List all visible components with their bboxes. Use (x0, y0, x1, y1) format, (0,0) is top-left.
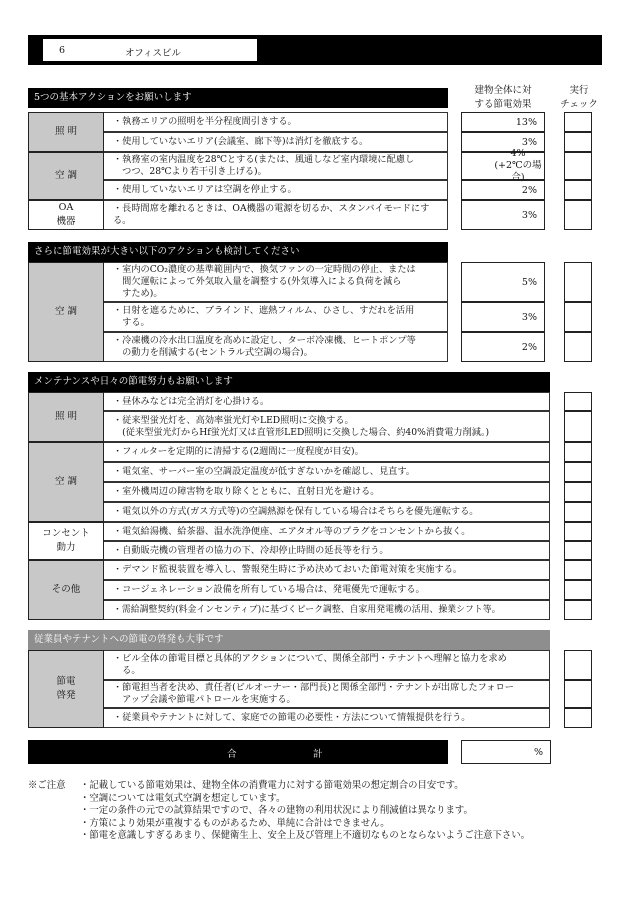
check-box[interactable] (564, 482, 592, 502)
building-type: オフィスビル (125, 48, 181, 59)
section-1-title: 5つの基本アクションをお願いします (28, 88, 448, 108)
check-box[interactable] (564, 332, 592, 362)
s1-row-1: ・執務エリアの照明を半分程度間引きする。 (104, 112, 448, 132)
check-box[interactable] (564, 462, 592, 482)
s3-row-11: ・需給調整契約(料金インセンティブ)に基づくピーク調整、自家用発電機の活用、操業シフト等。 (104, 600, 550, 620)
total-bar (28, 740, 448, 764)
s3-row-10: ・コージェネレーション設備を所有している場合は、発電優先で運転する。 (104, 580, 550, 600)
effect-value: 5% (461, 262, 545, 302)
effect-value: 4% (+2℃の場合) (461, 152, 545, 180)
effect-value: 2% (461, 332, 545, 362)
category-outlet: コンセント 動力 (28, 522, 104, 560)
s3-row-6: ・電気以外の方式(ガス方式等)の空調熱源を保有している場合はそちらを優先運転する。 (104, 502, 550, 522)
total-unit: % (533, 746, 543, 758)
note-item: ・方策により効果が重複するものがあるため、単純に合計はできません。 (80, 817, 390, 829)
total-label-right: 計 (313, 749, 323, 760)
s1-row-5: ・長時間席を離れるときは、OA機器の電源を切るか、スタンバイモードにする。 (104, 200, 448, 230)
total-value-box[interactable] (461, 740, 551, 764)
section-4-title: 従業員やテナントへの節電の啓発も大事です (28, 630, 550, 650)
check-box[interactable] (564, 262, 592, 302)
check-box[interactable] (564, 112, 592, 132)
check-box[interactable] (564, 132, 592, 152)
check-box[interactable] (564, 411, 592, 442)
effect-value: 2% (461, 180, 545, 200)
section-3-title: メンテナンスや日々の節電努力もお願いします (28, 372, 550, 392)
s4-row-2: ・節電担当者を決め、責任者(ビルオーナー・部門長)と関係全部門・テナントが出席したフォロー アップ会議や節電パトロールを実施する。 (104, 680, 550, 708)
category-ac: 空 調 (28, 442, 104, 522)
s2-row-2: ・日射を遮るために、ブラインド、遮熱フィルム、ひさし、すだれを活用 する。 (104, 302, 448, 332)
category-other: その他 (28, 560, 104, 620)
s3-row-9: ・デマンド監視装置を導入し、警報発生時に予め決めておいた節電対策を実施する。 (104, 560, 550, 580)
check-box[interactable] (564, 502, 592, 522)
note-item: ・空調については電気式空調を想定しています。 (80, 792, 286, 804)
category-oa: OA 機器 (28, 200, 104, 230)
s1-row-4: ・使用していないエリアは空調を停止する。 (104, 180, 448, 200)
category-ac: 空 調 (28, 152, 104, 200)
s2-row-3: ・冷凍機の冷水出口温度を高めに設定し、ターボ冷凍機、ヒートポンプ等 の動力を削減する(セントラル式空調の場合)。 (104, 332, 448, 362)
check-box[interactable] (564, 522, 592, 541)
s3-row-4: ・電気室、サーバー室の空調設定温度が低すぎないかを確認し、見直す。 (104, 462, 550, 482)
s3-row-7: ・電気給湯機、給茶器、温水洗浄便座、エアタオル等のプラグをコンセントから抜く。 (104, 522, 550, 541)
s3-row-1: ・昼休みなどは完全消灯を心掛ける。 (104, 392, 550, 411)
building-number: 6 (59, 45, 66, 56)
effect-value: 3% (461, 132, 545, 152)
total-label-left: 合 (227, 749, 237, 760)
category-lighting: 照 明 (28, 392, 104, 442)
s1-row-2: ・使用していないエリア(会議室、廊下等)は消灯を徹底する。 (104, 132, 448, 152)
category-lighting: 照 明 (28, 112, 104, 152)
effect-value: 13% (461, 112, 545, 132)
check-box[interactable] (564, 680, 592, 708)
header-title-box (42, 38, 258, 62)
s3-row-2: ・従来型蛍光灯を、高効率蛍光灯やLED照明に交換する。 (従来型蛍光灯からHf蛍光灯又は直管形LED照明に交換した場合、約40%消費電力削減。) (104, 411, 550, 442)
check-box[interactable] (564, 600, 592, 620)
effect-value: 3% (461, 200, 545, 230)
s4-row-1: ・ビル全体の節電目標と具体的アクションについて、関係全部門・テナントへ理解と協力を求め る。 (104, 650, 550, 680)
check-box[interactable] (564, 708, 592, 728)
s3-row-8: ・自動販売機の管理者の協力の下、冷却停止時間の延長等を行う。 (104, 541, 550, 560)
category-awareness: 節電 啓発 (28, 650, 104, 728)
check-box[interactable] (564, 580, 592, 600)
check-box[interactable] (564, 180, 592, 200)
notes-list (80, 780, 530, 843)
s1-row-3: ・執務室の室内温度を28℃とする(または、風通しなど室内環境に配慮し つつ、28℃より若干引き上げる)。 (104, 152, 448, 180)
s4-row-3: ・従業員やテナントに対して、家庭での節電の必要性・方法について情報提供を行う。 (104, 708, 550, 728)
check-box[interactable] (564, 650, 592, 680)
category-ac: 空 調 (28, 262, 104, 362)
check-box[interactable] (564, 302, 592, 332)
check-box[interactable] (564, 200, 592, 230)
note-item: ・節電を意識しすぎるあまり、保健衛生上、安全上及び管理上不適切なものとならないようご注意下さい。 (80, 830, 531, 841)
check-box[interactable] (564, 560, 592, 580)
notes-prefix: ※ご注意 (28, 780, 66, 791)
section-2-title: さらに節電効果が大きい以下のアクションも検討してください (28, 242, 448, 262)
s2-row-1: ・室内のCO₂濃度の基準範囲内で、換気ファンの一定時間の停止、または 間欠運転によって外気取入量を調整する(外気導入による負荷を減ら すため)。 (104, 262, 448, 302)
check-box[interactable] (564, 442, 592, 462)
s3-row-5: ・室外機周辺の障害物を取り除くとともに、直射日光を避ける。 (104, 482, 550, 502)
effect-value: 3% (461, 302, 545, 332)
note-item: ・記載している節電効果は、建物全体の消費電力に対する節電効果の想定割合の目安です。 (80, 780, 464, 791)
check-box[interactable] (564, 541, 592, 560)
check-box[interactable] (564, 392, 592, 411)
s3-row-3: ・フィルターを定期的に清掃する(2週間に一度程度が目安)。 (104, 442, 550, 462)
check-column-header: 実行 チェック (560, 85, 598, 110)
check-box[interactable] (564, 152, 592, 180)
effect-column-header: 建物全体に対 する節電効果 (474, 85, 532, 110)
note-item: ・一定の条件の元での試算結果ですので、各々の建物の利用状況により削減値は異なります。 (80, 805, 473, 816)
